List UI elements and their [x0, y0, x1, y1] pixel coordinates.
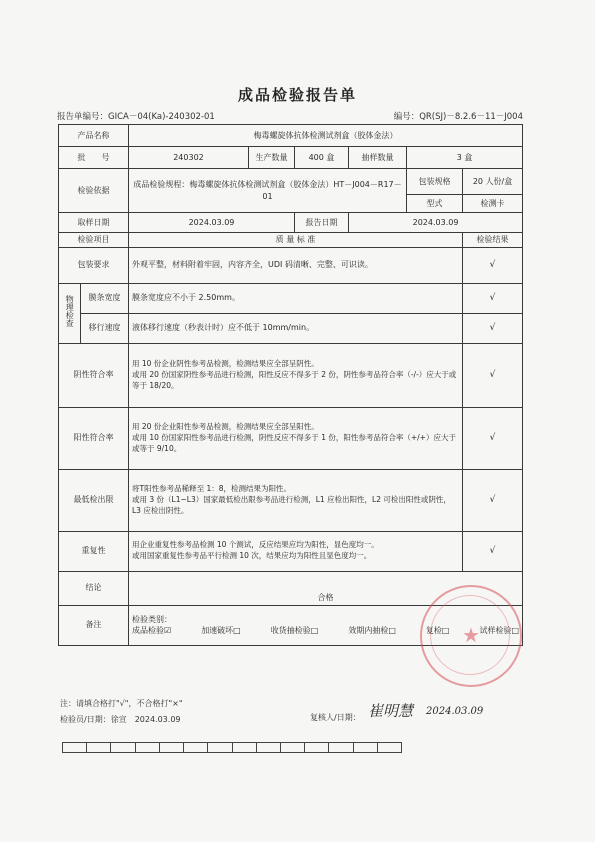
report-date-value: 2024.03.09 — [349, 213, 523, 233]
footer-box — [160, 742, 184, 753]
item-name: 阴性符合率 — [59, 343, 129, 407]
sample-label: 抽样数量 — [349, 147, 407, 169]
item-header: 检验项目 — [59, 233, 129, 248]
item-standard: 膜条宽度应不小于 2.50mm。 — [129, 283, 463, 313]
inspection-table — [58, 124, 523, 646]
batch-value: 240302 — [129, 147, 249, 169]
footer-box — [378, 742, 402, 753]
sampling-date-label: 取样日期 — [59, 213, 129, 233]
remark-option[interactable]: 加速破坏□ — [201, 626, 241, 636]
footer-box-strip — [62, 742, 402, 752]
remark-label: 备注 — [59, 605, 129, 645]
conclusion-label: 结论 — [59, 571, 129, 605]
basis-value: 成品检验规程：梅毒螺旋体抗体检测试剂盒（胶体金法）HT－J004－R17－01 — [129, 169, 407, 213]
product-name-value: 梅毒螺旋体抗体检测试剂盒（胶体金法） — [129, 125, 523, 147]
conclusion-value: 合格 — [129, 571, 523, 605]
remark-option[interactable]: 收货抽检验□ — [270, 626, 319, 636]
item-name: 最低检出限 — [59, 469, 129, 531]
pack-label: 包装规格 — [407, 169, 463, 195]
company-seal-star-icon: ★ — [462, 623, 480, 647]
remark-option[interactable]: 复检□ — [425, 626, 450, 636]
form-number: 编号：QR(SJ)－8.2.6－11－J004 — [393, 112, 523, 122]
quantity-value: 400 盒 — [295, 147, 349, 169]
footer-box — [305, 742, 329, 753]
item-result: √ — [463, 469, 523, 531]
standard-header: 质 量 标 准 — [129, 233, 463, 248]
remark-option[interactable]: 效期内抽检□ — [348, 626, 396, 636]
remark-option[interactable]: 试样检验□ — [479, 626, 520, 636]
report-date-label: 报告日期 — [295, 213, 349, 233]
basis-label: 检验依据 — [59, 169, 129, 213]
batch-label: 批 号 — [59, 147, 129, 169]
footer-box — [233, 742, 257, 753]
item-result: √ — [463, 343, 523, 407]
item-name: 重复性 — [59, 531, 129, 571]
pack-value: 20 人份/盒 — [463, 169, 523, 195]
footer-box — [136, 742, 160, 753]
footer-box — [281, 742, 305, 753]
report-number: 报告单编号：GICA－04(Ka)-240302-01 — [57, 112, 215, 122]
model-label: 型式 — [407, 195, 463, 213]
company-seal — [420, 585, 522, 687]
physical-check-text: 物理检查 — [65, 295, 75, 328]
item-standard: 将T阳性参考品稀释至 1：8，检测结果为阳性。 或用 3 份（L1~L3）国家最低检出限参考品进行检测，L1 应检出阳性，L2 可检出阳性或阴性，L3 应检出阴性。 — [129, 469, 463, 531]
footer-box — [257, 742, 281, 753]
item-name: 阳性符合率 — [59, 407, 129, 469]
footer-reviewer: 复核人/日期： — [310, 713, 361, 722]
remark-option[interactable]: 成品检验☑ — [132, 626, 172, 636]
item-standard: 液体移行速度（秒表计时）应不低于 10mm/min。 — [129, 313, 463, 343]
footer-box — [87, 742, 111, 753]
footer-box — [184, 742, 208, 753]
item-result: √ — [463, 407, 523, 469]
reviewer-signature-date: 2024.03.09 — [426, 706, 484, 717]
footer-inspector: 检验员/日期：徐宣 2024.03.09 — [60, 715, 181, 724]
footer-box — [208, 742, 232, 753]
physical-check-label — [59, 283, 81, 343]
sampling-date-value: 2024.03.09 — [129, 213, 295, 233]
item-name: 膜条宽度 — [81, 283, 129, 313]
item-name: 移行速度 — [81, 313, 129, 343]
footer-box — [62, 742, 87, 753]
footer-note: 注：请填合格打"√"，不合格打"×" — [60, 699, 183, 708]
model-value: 检测卡 — [463, 195, 523, 213]
item-standard: 外观平整，材料附着牢固，内容齐全，UDI 码清晰、完整、可识读。 — [129, 247, 463, 283]
item-result: √ — [463, 531, 523, 571]
product-name-label: 产品名称 — [59, 125, 129, 147]
item-standard: 用 10 份企业阴性参考品检测，检测结果应全部呈阴性。 或用 20 份国家阴性参考品进行检测，阳性反应不得多于 2 份，阴性参考品符合率（-/-）应大于或等于 18/20。 — [129, 343, 463, 407]
item-standard: 用 20 份企业阳性参考品检测，检测结果应全部呈阳性。 或用 10 份国家阳性参考品进行检测，阴性反应不得多于 1 份，阳性参考品符合率（+/+）应大于或等于 9/10。 — [129, 407, 463, 469]
report-title: 成品检验报告单 — [237, 86, 357, 104]
item-result: √ — [463, 313, 523, 343]
item-name: 包装要求 — [59, 247, 129, 283]
footer-box — [354, 742, 378, 753]
remark-category: 检验类别： — [132, 614, 172, 624]
item-result: √ — [463, 283, 523, 313]
quantity-label: 生产数量 — [249, 147, 295, 169]
item-standard: 用企业重复性参考品检测 10 个测试，反应结果应均为阳性，显色度均一。 或用国家重复性参考品平行检测 10 次，结果应均为阳性且显色度均一。 — [129, 531, 463, 571]
reviewer-signature: 崔明慧 — [368, 702, 414, 720]
item-result: √ — [463, 247, 523, 283]
result-header: 检验结果 — [463, 233, 523, 248]
sample-value: 3 盒 — [407, 147, 523, 169]
footer-box — [111, 742, 135, 753]
footer-box — [329, 742, 353, 753]
